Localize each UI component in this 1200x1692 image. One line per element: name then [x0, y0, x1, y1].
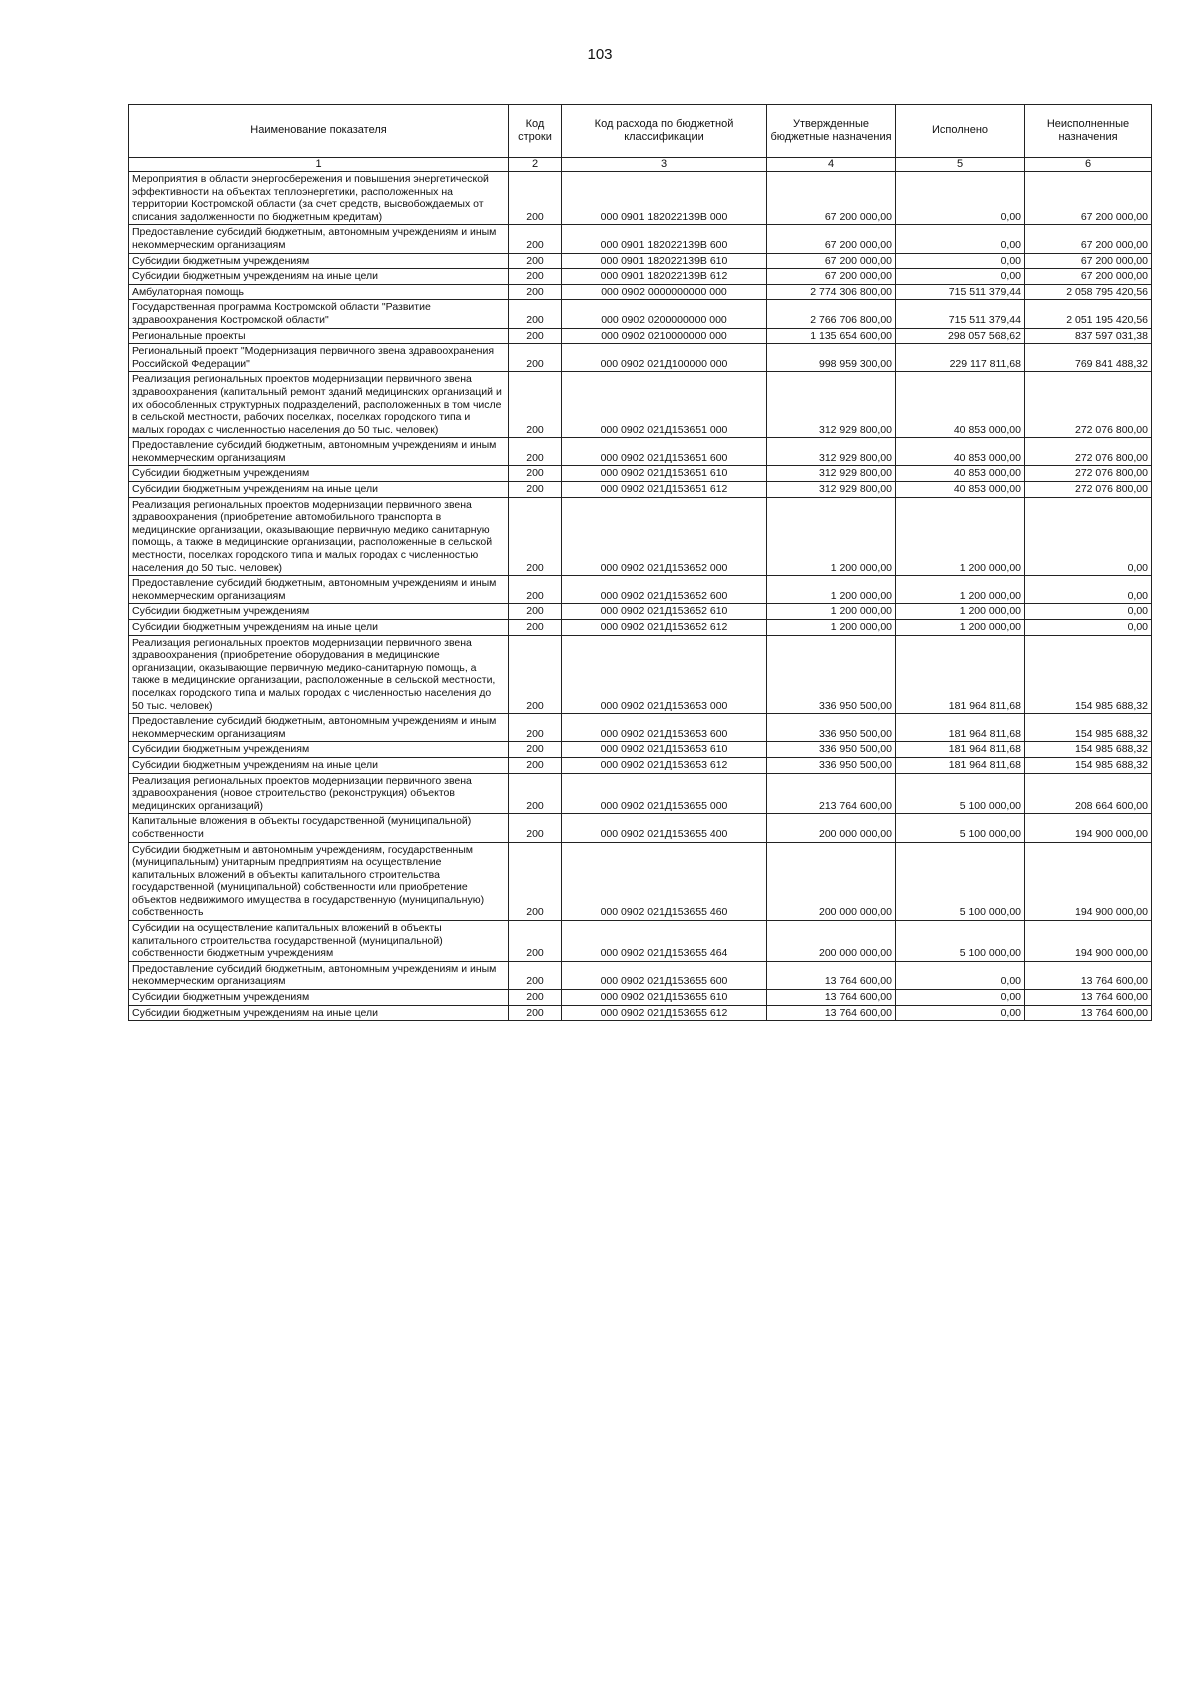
classification-code-cell: 000 0902 021Д153655 612	[562, 1005, 767, 1021]
indicator-name-cell: Субсидии бюджетным учреждениям на иные цели	[129, 1005, 509, 1021]
line-code-cell: 200	[509, 757, 562, 773]
unexecuted-amount-cell: 194 900 000,00	[1025, 814, 1152, 842]
approved-amount-cell: 312 929 800,00	[767, 438, 896, 466]
line-code-cell: 200	[509, 814, 562, 842]
unexecuted-amount-cell: 154 985 688,32	[1025, 714, 1152, 742]
executed-amount-cell: 0,00	[896, 172, 1025, 225]
classification-code-cell: 000 0902 0000000000 000	[562, 284, 767, 300]
table-row	[129, 372, 1152, 438]
approved-amount-cell: 67 200 000,00	[767, 225, 896, 253]
table-row	[129, 842, 1152, 921]
unexecuted-amount-cell: 13 764 600,00	[1025, 1005, 1152, 1021]
unexecuted-amount-cell: 13 764 600,00	[1025, 990, 1152, 1006]
classification-code-cell: 000 0902 021Д153653 600	[562, 714, 767, 742]
indicator-name-cell: Реализация региональных проектов модернизации первичного звена здравоохранения (приобретение оборудования в медицинские организации, оказывающие первичную медико-санитарную помощь, а также в медицинские организации, расположенные в сельской местности, поселках городского типа и малых городах с численностью населения до 50 тыс. человек)	[129, 635, 509, 714]
executed-amount-cell: 1 200 000,00	[896, 576, 1025, 604]
unexecuted-amount-cell: 67 200 000,00	[1025, 225, 1152, 253]
approved-amount-cell: 336 950 500,00	[767, 742, 896, 758]
approved-amount-cell: 67 200 000,00	[767, 172, 896, 225]
approved-amount-cell: 1 200 000,00	[767, 620, 896, 636]
executed-amount-cell: 298 057 568,62	[896, 328, 1025, 344]
executed-amount-cell: 5 100 000,00	[896, 814, 1025, 842]
table-row	[129, 576, 1152, 604]
classification-code-cell: 000 0902 021Д153651 000	[562, 372, 767, 438]
executed-amount-cell: 1 200 000,00	[896, 604, 1025, 620]
indicator-name-cell: Предоставление субсидий бюджетным, автономным учреждениям и иным некоммерческим организациям	[129, 576, 509, 604]
table-row	[129, 466, 1152, 482]
line-code-cell: 200	[509, 438, 562, 466]
executed-amount-cell: 40 853 000,00	[896, 372, 1025, 438]
indicator-name-cell: Субсидии бюджетным учреждениям на иные цели	[129, 482, 509, 498]
column-number: 5	[896, 158, 1025, 172]
executed-amount-cell: 5 100 000,00	[896, 842, 1025, 921]
approved-amount-cell: 200 000 000,00	[767, 921, 896, 962]
header-indicator-name: Наименование показателя	[129, 105, 509, 158]
indicator-name-cell: Субсидии бюджетным и автономным учреждениям, государственным (муниципальным) унитарным предприятиям на осуществление капитальных вложений в объекты капитального строительства государственной (муниципальной) собственности или приобретение объектов недвижимого имущества в государственную (муниципальную) собственность	[129, 842, 509, 921]
classification-code-cell: 000 0902 021Д153653 610	[562, 742, 767, 758]
table-row	[129, 742, 1152, 758]
approved-amount-cell: 13 764 600,00	[767, 961, 896, 989]
approved-amount-cell: 336 950 500,00	[767, 757, 896, 773]
executed-amount-cell: 0,00	[896, 990, 1025, 1006]
line-code-cell: 200	[509, 372, 562, 438]
table-row	[129, 482, 1152, 498]
line-code-cell: 200	[509, 1005, 562, 1021]
table-row	[129, 438, 1152, 466]
executed-amount-cell: 181 964 811,68	[896, 742, 1025, 758]
table-row	[129, 1005, 1152, 1021]
column-number: 1	[129, 158, 509, 172]
unexecuted-amount-cell: 272 076 800,00	[1025, 438, 1152, 466]
table-row	[129, 961, 1152, 989]
executed-amount-cell: 181 964 811,68	[896, 714, 1025, 742]
approved-amount-cell: 13 764 600,00	[767, 1005, 896, 1021]
unexecuted-amount-cell: 0,00	[1025, 620, 1152, 636]
unexecuted-amount-cell: 0,00	[1025, 497, 1152, 576]
line-code-cell: 200	[509, 773, 562, 814]
executed-amount-cell: 181 964 811,68	[896, 635, 1025, 714]
column-number: 6	[1025, 158, 1152, 172]
table-row	[129, 814, 1152, 842]
unexecuted-amount-cell: 2 051 195 420,56	[1025, 300, 1152, 328]
approved-amount-cell: 213 764 600,00	[767, 773, 896, 814]
classification-code-cell: 000 0901 182022139В 000	[562, 172, 767, 225]
classification-code-cell: 000 0902 0200000000 000	[562, 300, 767, 328]
unexecuted-amount-cell: 67 200 000,00	[1025, 172, 1152, 225]
table-row	[129, 773, 1152, 814]
indicator-name-cell: Субсидии бюджетным учреждениям	[129, 990, 509, 1006]
unexecuted-amount-cell: 769 841 488,32	[1025, 344, 1152, 372]
table-row	[129, 284, 1152, 300]
approved-amount-cell: 1 135 654 600,00	[767, 328, 896, 344]
classification-code-cell: 000 0902 021Д153653 000	[562, 635, 767, 714]
approved-amount-cell: 1 200 000,00	[767, 576, 896, 604]
table-row	[129, 300, 1152, 328]
indicator-name-cell: Реализация региональных проектов модернизации первичного звена здравоохранения (приобретение автомобильного транспорта в медицинские организации, оказывающие первичную медико санитарную помощь, а также в медицинские организации, расположенные в сельской местности, поселках городского типа и малых городах с численностью населения до 50 тыс. человек)	[129, 497, 509, 576]
line-code-cell: 200	[509, 961, 562, 989]
indicator-name-cell: Субсидии бюджетным учреждениям на иные цели	[129, 269, 509, 285]
indicator-name-cell: Субсидии на осуществление капитальных вложений в объекты капитального строительства государственной (муниципальной) собственности бюджетным учреждениям	[129, 921, 509, 962]
line-code-cell: 200	[509, 635, 562, 714]
indicator-name-cell: Реализация региональных проектов модернизации первичного звена здравоохранения (новое строительство (реконструкция) объектов медицинских организаций)	[129, 773, 509, 814]
line-code-cell: 200	[509, 466, 562, 482]
header-approved-appropriations: Утвержденные бюджетные назначения	[767, 105, 896, 158]
indicator-name-cell: Субсидии бюджетным учреждениям	[129, 253, 509, 269]
indicator-name-cell: Субсидии бюджетным учреждениям	[129, 742, 509, 758]
classification-code-cell: 000 0902 021Д153655 600	[562, 961, 767, 989]
classification-code-cell: 000 0902 021Д153655 610	[562, 990, 767, 1006]
approved-amount-cell: 13 764 600,00	[767, 990, 896, 1006]
approved-amount-cell: 336 950 500,00	[767, 714, 896, 742]
executed-amount-cell: 181 964 811,68	[896, 757, 1025, 773]
classification-code-cell: 000 0902 021Д153651 610	[562, 466, 767, 482]
line-code-cell: 200	[509, 328, 562, 344]
approved-amount-cell: 312 929 800,00	[767, 372, 896, 438]
executed-amount-cell: 40 853 000,00	[896, 482, 1025, 498]
executed-amount-cell: 715 511 379,44	[896, 284, 1025, 300]
executed-amount-cell: 0,00	[896, 961, 1025, 989]
line-code-cell: 200	[509, 742, 562, 758]
table-row	[129, 921, 1152, 962]
line-code-cell: 200	[509, 300, 562, 328]
line-code-cell: 200	[509, 620, 562, 636]
classification-code-cell: 000 0901 182022139В 612	[562, 269, 767, 285]
classification-code-cell: 000 0902 021Д153651 600	[562, 438, 767, 466]
approved-amount-cell: 2 766 706 800,00	[767, 300, 896, 328]
executed-amount-cell: 1 200 000,00	[896, 620, 1025, 636]
approved-amount-cell: 2 774 306 800,00	[767, 284, 896, 300]
executed-amount-cell: 0,00	[896, 253, 1025, 269]
header-line-code: Код строки	[509, 105, 562, 158]
header-unexecuted-appropriations: Неисполненные назначения	[1025, 105, 1152, 158]
indicator-name-cell: Реализация региональных проектов модернизации первичного звена здравоохранения (капитальный ремонт зданий медицинских организаций и их обособленных структурных подразделений, расположенных в том числе в сельской местности, рабочих поселках, поселках городского типа и малых городах с численностью населения до 50 тыс. человек)	[129, 372, 509, 438]
indicator-name-cell: Мероприятия в области энергосбережения и повышения энергетической эффективности на объектах теплоэнергетики, расположенных на территории Костромской области (за счет средств, высвобождаемых от списания задолженности по бюджетным кредитам)	[129, 172, 509, 225]
line-code-cell: 200	[509, 714, 562, 742]
executed-amount-cell: 5 100 000,00	[896, 773, 1025, 814]
page-number: 103	[587, 46, 613, 63]
classification-code-cell: 000 0902 021Д153651 612	[562, 482, 767, 498]
line-code-cell: 200	[509, 225, 562, 253]
table-body	[129, 172, 1152, 1021]
executed-amount-cell: 5 100 000,00	[896, 921, 1025, 962]
approved-amount-cell: 336 950 500,00	[767, 635, 896, 714]
header-row	[129, 105, 1152, 158]
column-number: 3	[562, 158, 767, 172]
unexecuted-amount-cell: 2 058 795 420,56	[1025, 284, 1152, 300]
executed-amount-cell: 0,00	[896, 269, 1025, 285]
classification-code-cell: 000 0902 021Д153655 000	[562, 773, 767, 814]
line-code-cell: 200	[509, 269, 562, 285]
classification-code-cell: 000 0902 021Д153652 610	[562, 604, 767, 620]
line-code-cell: 200	[509, 990, 562, 1006]
unexecuted-amount-cell: 154 985 688,32	[1025, 757, 1152, 773]
column-number: 2	[509, 158, 562, 172]
unexecuted-amount-cell: 837 597 031,38	[1025, 328, 1152, 344]
table-row	[129, 714, 1152, 742]
unexecuted-amount-cell: 272 076 800,00	[1025, 466, 1152, 482]
executed-amount-cell: 1 200 000,00	[896, 497, 1025, 576]
executed-amount-cell: 40 853 000,00	[896, 438, 1025, 466]
line-code-cell: 200	[509, 172, 562, 225]
executed-amount-cell: 0,00	[896, 1005, 1025, 1021]
header-executed: Исполнено	[896, 105, 1025, 158]
line-code-cell: 200	[509, 842, 562, 921]
column-number-row	[129, 158, 1152, 172]
classification-code-cell: 000 0902 021Д153653 612	[562, 757, 767, 773]
indicator-name-cell: Государственная программа Костромской области "Развитие здравоохранения Костромской области"	[129, 300, 509, 328]
unexecuted-amount-cell: 194 900 000,00	[1025, 921, 1152, 962]
executed-amount-cell: 40 853 000,00	[896, 466, 1025, 482]
table-row	[129, 620, 1152, 636]
unexecuted-amount-cell: 67 200 000,00	[1025, 269, 1152, 285]
line-code-cell: 200	[509, 253, 562, 269]
unexecuted-amount-cell: 154 985 688,32	[1025, 635, 1152, 714]
table-row	[129, 635, 1152, 714]
header-budget-classification-code: Код расхода по бюджетной классификации	[562, 105, 767, 158]
unexecuted-amount-cell: 0,00	[1025, 604, 1152, 620]
indicator-name-cell: Капитальные вложения в объекты государственной (муниципальной) собственности	[129, 814, 509, 842]
executed-amount-cell: 229 117 811,68	[896, 344, 1025, 372]
classification-code-cell: 000 0901 182022139В 600	[562, 225, 767, 253]
indicator-name-cell: Субсидии бюджетным учреждениям на иные цели	[129, 757, 509, 773]
classification-code-cell: 000 0902 021Д153655 400	[562, 814, 767, 842]
table-row	[129, 497, 1152, 576]
table-row	[129, 344, 1152, 372]
approved-amount-cell: 312 929 800,00	[767, 466, 896, 482]
approved-amount-cell: 1 200 000,00	[767, 497, 896, 576]
unexecuted-amount-cell: 13 764 600,00	[1025, 961, 1152, 989]
classification-code-cell: 000 0901 182022139В 610	[562, 253, 767, 269]
unexecuted-amount-cell: 0,00	[1025, 576, 1152, 604]
table-row	[129, 172, 1152, 225]
classification-code-cell: 000 0902 021Д100000 000	[562, 344, 767, 372]
unexecuted-amount-cell: 194 900 000,00	[1025, 842, 1152, 921]
approved-amount-cell: 312 929 800,00	[767, 482, 896, 498]
line-code-cell: 200	[509, 921, 562, 962]
approved-amount-cell: 200 000 000,00	[767, 842, 896, 921]
line-code-cell: 200	[509, 284, 562, 300]
indicator-name-cell: Предоставление субсидий бюджетным, автономным учреждениям и иным некоммерческим организациям	[129, 225, 509, 253]
executed-amount-cell: 715 511 379,44	[896, 300, 1025, 328]
indicator-name-cell: Амбулаторная помощь	[129, 284, 509, 300]
classification-code-cell: 000 0902 021Д153652 600	[562, 576, 767, 604]
table-header	[129, 105, 1152, 172]
table-row	[129, 328, 1152, 344]
table-row	[129, 269, 1152, 285]
line-code-cell: 200	[509, 482, 562, 498]
indicator-name-cell: Предоставление субсидий бюджетным, автономным учреждениям и иным некоммерческим организациям	[129, 714, 509, 742]
column-number: 4	[767, 158, 896, 172]
unexecuted-amount-cell: 272 076 800,00	[1025, 372, 1152, 438]
classification-code-cell: 000 0902 021Д153655 464	[562, 921, 767, 962]
unexecuted-amount-cell: 67 200 000,00	[1025, 253, 1152, 269]
indicator-name-cell: Предоставление субсидий бюджетным, автономным учреждениям и иным некоммерческим организациям	[129, 961, 509, 989]
line-code-cell: 200	[509, 576, 562, 604]
budget-execution-table	[128, 104, 1152, 1021]
unexecuted-amount-cell: 154 985 688,32	[1025, 742, 1152, 758]
classification-code-cell: 000 0902 021Д153655 460	[562, 842, 767, 921]
indicator-name-cell: Субсидии бюджетным учреждениям	[129, 604, 509, 620]
unexecuted-amount-cell: 272 076 800,00	[1025, 482, 1152, 498]
table-row	[129, 757, 1152, 773]
indicator-name-cell: Субсидии бюджетным учреждениям	[129, 466, 509, 482]
approved-amount-cell: 67 200 000,00	[767, 253, 896, 269]
unexecuted-amount-cell: 208 664 600,00	[1025, 773, 1152, 814]
table-row	[129, 990, 1152, 1006]
indicator-name-cell: Предоставление субсидий бюджетным, автономным учреждениям и иным некоммерческим организациям	[129, 438, 509, 466]
approved-amount-cell: 1 200 000,00	[767, 604, 896, 620]
indicator-name-cell: Региональный проект "Модернизация первичного звена здравоохранения Российской Федерации"	[129, 344, 509, 372]
approved-amount-cell: 998 959 300,00	[767, 344, 896, 372]
approved-amount-cell: 67 200 000,00	[767, 269, 896, 285]
table-row	[129, 604, 1152, 620]
classification-code-cell: 000 0902 021Д153652 000	[562, 497, 767, 576]
classification-code-cell: 000 0902 0210000000 000	[562, 328, 767, 344]
indicator-name-cell: Субсидии бюджетным учреждениям на иные цели	[129, 620, 509, 636]
approved-amount-cell: 200 000 000,00	[767, 814, 896, 842]
indicator-name-cell: Региональные проекты	[129, 328, 509, 344]
table-row	[129, 225, 1152, 253]
line-code-cell: 200	[509, 497, 562, 576]
classification-code-cell: 000 0902 021Д153652 612	[562, 620, 767, 636]
line-code-cell: 200	[509, 344, 562, 372]
table-row	[129, 253, 1152, 269]
executed-amount-cell: 0,00	[896, 225, 1025, 253]
line-code-cell: 200	[509, 604, 562, 620]
